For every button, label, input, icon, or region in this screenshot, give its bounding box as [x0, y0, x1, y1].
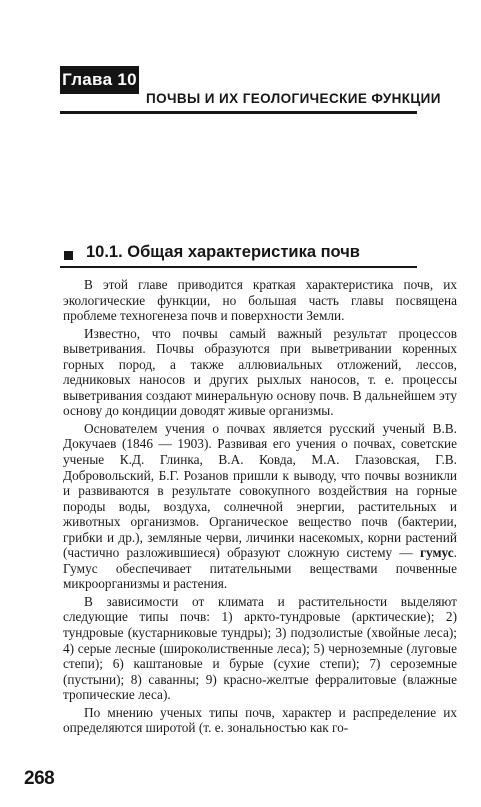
paragraph-3	[63, 421, 457, 592]
chapter-title-underline	[60, 111, 417, 114]
paragraph-5: По мнению ученых типы почв, характер и распределение их определяются широтой (т. е. зональностью как го-	[63, 704, 457, 736]
chapter-label: Глава 10	[60, 66, 139, 94]
page-number: 268	[24, 768, 55, 789]
paragraph-2: Известно, что почвы самый важный результат процессов выветривания. Почвы образуются при выветривании коренных горных пород, а также аллювиальных отложений, лессов, ледниковых наносов и других рыхлых наносов, т. е. процессы выветривания создают минеральную основу почв. В дальнейшем эту основу до кондиции доводят живые организмы.	[63, 325, 457, 419]
term-humus: гумус	[419, 545, 454, 561]
section-heading-underline	[60, 266, 417, 268]
body-text	[63, 277, 457, 738]
paragraph-1: В этой главе приводится краткая характеристика почв, их экологические функции, но большая часть главы посвящена проблеме техногенеза почв и поверхности Земли.	[63, 277, 457, 324]
paragraph-3-tail: . Гумус обеспечивает питательными веществами почвенные микроорганизмы и растения.	[63, 545, 457, 592]
section-bullet-icon	[64, 251, 73, 260]
paragraph-3-text: Основателем учения о почвах является русский ученый В.В. Докучаев (1846 — 1903). Развивая его учения о почвах, советские ученые К.Д. Глинка, В.А. Ковда, М.А. Глазовская, Г.В. Добровольский, Б.Г. Розанов пришли к выводу, что почвы возникли и развиваются в результате совокупного воздействия на горные породы воды, воздуха, солнечной энергии, растительных и животных организмов. Органическое вещество почв (бактерии, грибки и др.), земляные черви, личинки насекомых, корни растений (частично разложившиеся) образуют сложную систему —	[63, 420, 457, 561]
chapter-title: ПОЧВЫ И ИХ ГЕОЛОГИЧЕСКИЕ ФУНКЦИИ	[146, 91, 441, 106]
paragraph-4: В зависимости от климата и растительности выделяют следующие типы почв: 1) аркто-тундровые (арктические); 2) тундровые (кустарниковые тундры); 3) подзолистые (хвойные леса); 4) серые лесные (широколиственные леса); 5) черноземные (луговые степи); 6) каштановые и бурые (сухие степи); 7) сероземные (пустыни); 8) саванны; 9) красно-желтые ферралитовые (влажные тропические леса).	[63, 593, 457, 703]
section-heading: 10.1. Общая характеристика почв	[86, 243, 360, 261]
